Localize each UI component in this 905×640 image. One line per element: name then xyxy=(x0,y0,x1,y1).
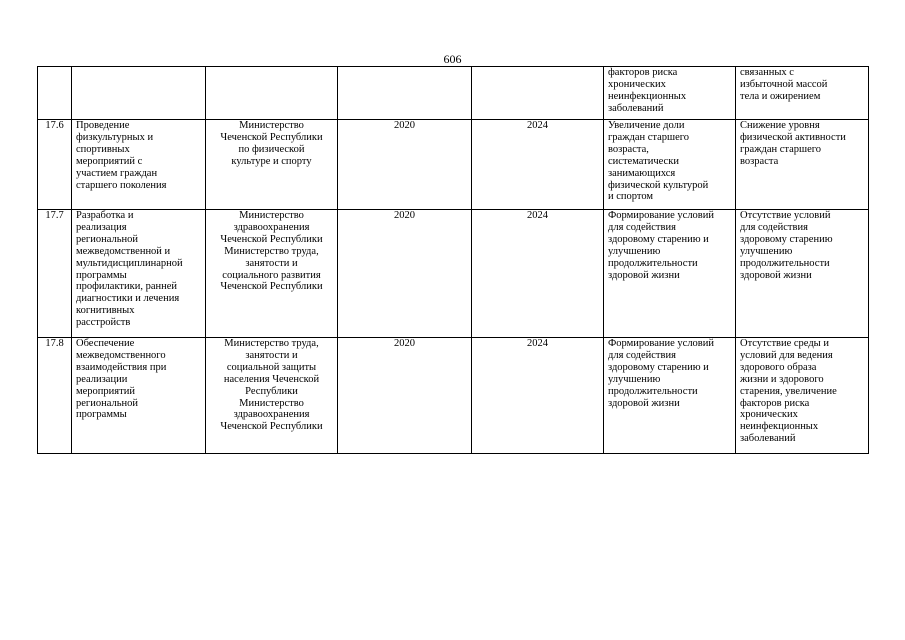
end-year-cell: 2024 xyxy=(472,338,604,454)
row-number-cell: 17.8 xyxy=(38,338,72,454)
row-number-cell: 17.6 xyxy=(38,120,72,210)
activity-name-cell xyxy=(72,67,206,120)
expected-result-cell: Формирование условий для содействия здоровому старению и улучшению продолжительности здоровой жизни xyxy=(604,210,736,338)
start-year-cell xyxy=(338,67,472,120)
row-number-cell xyxy=(38,67,72,120)
activity-name-cell: Проведение физкультурных и спортивных мероприятий с участием граждан старшего поколения xyxy=(72,120,206,210)
risk-cell: Отсутствие среды и условий для ведения здорового образа жизни и здорового старения, увеличение факторов риска хронических неинфекционных заболеваний xyxy=(736,338,869,454)
executor-cell xyxy=(206,67,338,120)
end-year-cell xyxy=(472,67,604,120)
table-row xyxy=(38,338,869,454)
expected-result-cell: Формирование условий для содействия здоровому старению и улучшению продолжительности здоровой жизни xyxy=(604,338,736,454)
start-year-cell: 2020 xyxy=(338,120,472,210)
executor-cell: Министерство труда, занятости и социальной защиты населения Чеченской Республики Министерство здравоохранения Чеченской Республики xyxy=(206,338,338,454)
row-number-cell: 17.7 xyxy=(38,210,72,338)
executor-cell: Министерство здравоохранения Чеченской Республики Министерство труда, занятости и социального развития Чеченской Республики xyxy=(206,210,338,338)
activities-table xyxy=(37,66,869,454)
page-number: 606 xyxy=(443,52,462,66)
table-row xyxy=(38,210,869,338)
expected-result-cell: факторов риска хронических неинфекционных заболеваний xyxy=(604,67,736,120)
activity-name-cell: Обеспечение межведомственного взаимодействия при реализации мероприятий региональной программы xyxy=(72,338,206,454)
risk-cell: связанных с избыточной массой тела и ожирением xyxy=(736,67,869,120)
expected-result-cell: Увеличение доли граждан старшего возраста, систематически занимающихся физической культурой и спортом xyxy=(604,120,736,210)
end-year-cell: 2024 xyxy=(472,210,604,338)
table-row xyxy=(38,67,869,120)
start-year-cell: 2020 xyxy=(338,338,472,454)
table-row xyxy=(38,120,869,210)
risk-cell: Отсутствие условий для содействия здоровому старению улучшению продолжительности здоровой жизни xyxy=(736,210,869,338)
end-year-cell: 2024 xyxy=(472,120,604,210)
executor-cell: Министерство Чеченской Республики по физической культуре и спорту xyxy=(206,120,338,210)
start-year-cell: 2020 xyxy=(338,210,472,338)
risk-cell: Снижение уровня физической активности граждан старшего возраста xyxy=(736,120,869,210)
activity-name-cell: Разработка и реализация региональной межведомственной и мультидисциплинарной программы профилактики, ранней диагностики и лечения когнитивных расстройств xyxy=(72,210,206,338)
